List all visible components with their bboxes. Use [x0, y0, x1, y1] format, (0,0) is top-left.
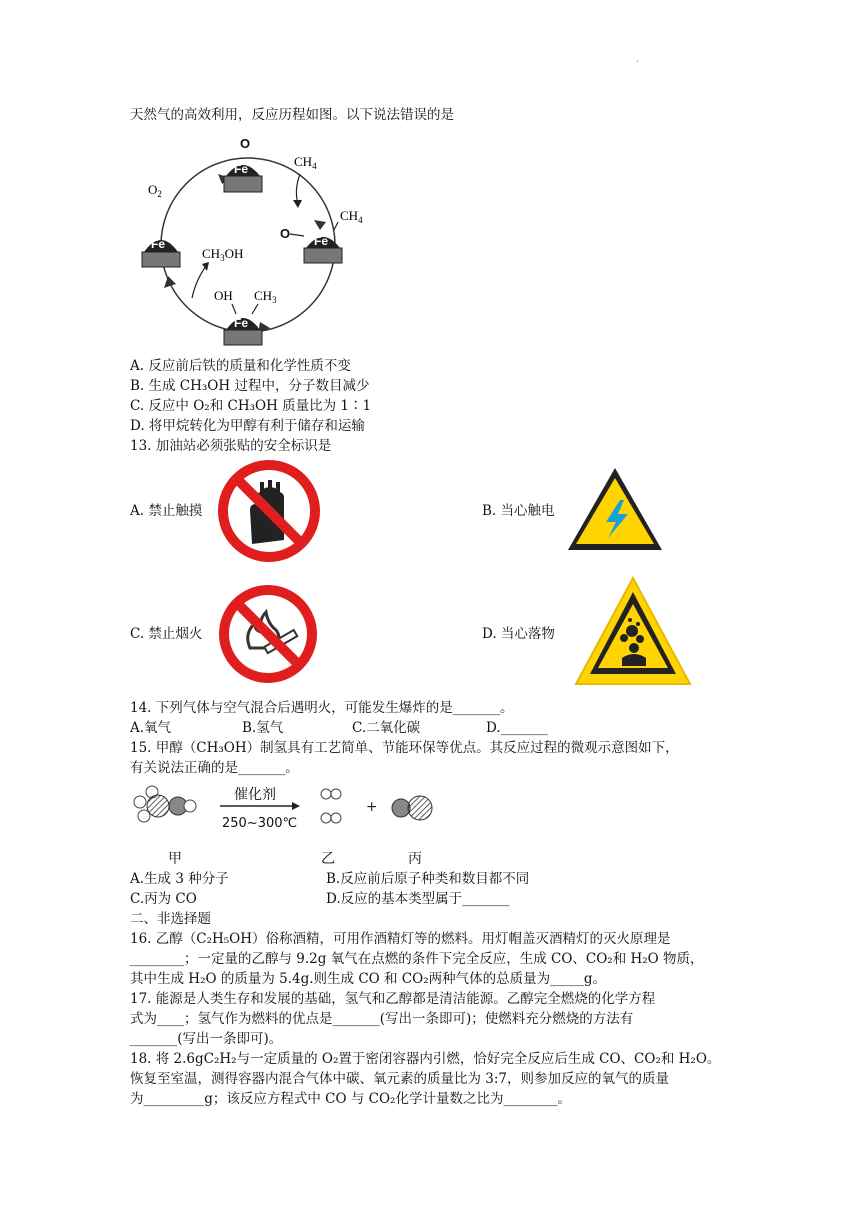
- q13-option-d: D. 当心落物: [482, 626, 555, 642]
- page-mark: ': [636, 60, 639, 70]
- q12-option-d: D. 将甲烷转化为甲醇有利于储存和运输: [130, 418, 365, 434]
- q12-option-b: B. 生成 CH₃OH 过程中，分子数目减少: [130, 378, 370, 394]
- q12-stem: 天然气的高效利用，反应历程如图。以下说法错误的是: [130, 107, 454, 123]
- no-fire-sign-icon: [218, 584, 318, 684]
- q14-stem: 14. 下列气体与空气混合后遇明火，可能发生爆炸的是_______。: [130, 700, 514, 716]
- ch3oh-out-label: $CH_3OH$: [202, 246, 244, 263]
- q12-option-a: A. 反应前后铁的质量和化学性质不变: [130, 358, 351, 374]
- q14-option-a: A.氧气: [130, 720, 172, 736]
- q16-line-2: ________；一定量的乙醇与 9.2g 氧气在点燃的条件下完全反应，生成 CO、CO₂和 H₂O 物质，: [130, 951, 704, 967]
- q14-option-b: B.氢气: [242, 720, 284, 736]
- q13-option-b: B. 当心触电: [482, 503, 555, 519]
- q18-line-1: 18. 将 2.6gC₂H₂与一定质量的 O₂置于密闭容器内引燃，恰好完全反应后生成 CO、CO₂和 H₂O。: [130, 1051, 721, 1067]
- q17-line-1: 17. 能源是人类生存和发展的基础，氢气和乙醇都是清洁能源。乙醇完全燃烧的化学方程: [130, 991, 656, 1007]
- q13-stem: 13. 加油站必须张贴的安全标识是: [130, 438, 332, 454]
- q16-line-1: 16. 乙醇（C₂H₅OH）俗称酒精，可用作酒精灯等的燃料。用灯帽盖灭酒精灯的灭火原理是: [130, 931, 671, 947]
- label-yi: 乙: [321, 851, 335, 867]
- plus-sign: +: [366, 799, 378, 815]
- q15-option-a: A.生成 3 种分子: [130, 871, 229, 887]
- q18-line-2: 恢复至室温，测得容器内混合气体中碳、氧元素的质量比为 3:7，则参加反应的氧气的质量: [130, 1071, 670, 1087]
- q13-option-c: C. 禁止烟火: [130, 626, 203, 642]
- ch4-in-label: $CH_4$: [294, 154, 317, 171]
- temperature-label: 250~300℃: [222, 816, 298, 831]
- q15-option-b: B.反应前后原子种类和数目都不同: [326, 871, 530, 887]
- q15-stem: 15. 甲醇（CH₃OH）制氢具有工艺简单、节能环保等优点。其反应过程的微观示意图如下，: [130, 740, 679, 756]
- q17-line-2: 式为____；氢气作为燃料的优点是_______(写出一条即可)；使燃料充分燃烧的方法有: [130, 1011, 634, 1027]
- q15-stem-cont: 有关说法正确的是_______。: [130, 760, 299, 776]
- label-jia: 甲: [168, 851, 182, 867]
- q17-line-3: _______(写出一条即可)。: [130, 1031, 283, 1047]
- svg-text:O: O: [240, 136, 251, 151]
- q14-option-d: D._______: [486, 720, 548, 736]
- catalyst-label: 催化剂: [234, 787, 276, 803]
- fe-right: [280, 208, 363, 263]
- svg-text:O: O: [280, 226, 291, 241]
- svg-text:Fe: Fe: [234, 162, 249, 176]
- o2-label: $O_2$: [148, 182, 162, 199]
- q16-line-3: 其中生成 H₂O 的质量为 5.4g.则生成 CO 和 CO₂两种气体的总质量为_____g。: [130, 971, 606, 987]
- q18-line-3: 为_________g；该反应方程式中 CO 与 CO₂化学计量数之比为________。: [130, 1091, 571, 1107]
- svg-text:OH: OH: [214, 288, 233, 303]
- q15-option-d: D.反应的基本类型属于_______: [326, 891, 510, 907]
- q12-option-c: C. 反应中 O₂和 CH₃OH 质量比为 1∶1: [130, 398, 372, 414]
- svg-text:Fe: Fe: [314, 234, 329, 248]
- no-touch-sign-icon: [216, 458, 322, 564]
- fe-oxo-top: [224, 136, 262, 192]
- section-heading: 二、非选择题: [130, 911, 211, 927]
- svg-text:CH3: $CH_3$: [254, 288, 277, 305]
- q15-option-c: C.丙为 CO: [130, 891, 197, 907]
- svg-text:Fe: Fe: [234, 316, 249, 330]
- falling-objects-sign-icon: [574, 576, 692, 688]
- fe-bottom: [214, 288, 277, 345]
- q13-option-a: A. 禁止触摸: [130, 503, 203, 519]
- label-bing: 丙: [408, 851, 422, 867]
- q14-option-c: C.二氧化碳: [352, 720, 421, 736]
- electric-hazard-sign-icon: [566, 466, 664, 552]
- fe-left: [142, 237, 180, 267]
- svg-text:Fe: Fe: [151, 237, 166, 251]
- reaction-cycle-diagram: [130, 130, 390, 355]
- svg-text:CH4: $CH_4$: [340, 208, 363, 225]
